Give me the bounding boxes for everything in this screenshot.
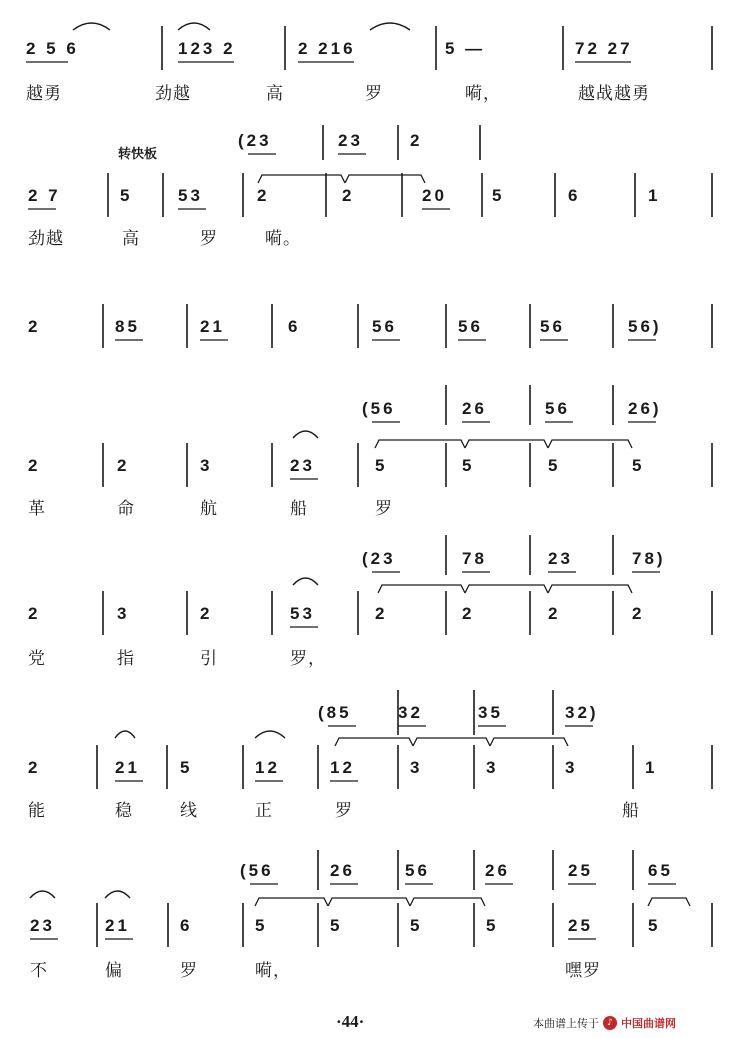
- lyric: 罗: [200, 229, 218, 249]
- lyric: 正: [255, 801, 273, 821]
- note-cell: 2: [548, 604, 561, 623]
- note-cell: 2 5 6: [26, 39, 79, 58]
- upload-note: 本曲谱上传于: [533, 1017, 599, 1030]
- slur-arc: [293, 431, 318, 438]
- note-cell: 5 —: [445, 39, 486, 58]
- lyric: 航: [200, 499, 218, 519]
- accomp-cell: 32: [398, 703, 423, 722]
- tie-bracket: [548, 585, 632, 593]
- accomp-cell: (56: [362, 399, 396, 418]
- tie-bracket: [465, 440, 548, 448]
- note-cell: 56: [540, 317, 565, 336]
- accomp-cell: 2: [410, 131, 423, 150]
- note-cell: 5: [255, 916, 268, 935]
- accomp-cell: 65: [648, 861, 673, 880]
- note-cell: 2: [200, 604, 213, 623]
- note-cell: 2: [462, 604, 475, 623]
- note-cell: 5: [632, 456, 645, 475]
- lyric: 罗，: [290, 649, 326, 669]
- lyric: 越勇: [26, 84, 62, 104]
- slur-arc: [105, 891, 130, 898]
- lyric: 党: [28, 649, 46, 669]
- slur-arc: [255, 731, 285, 738]
- slur-arc: [73, 23, 110, 30]
- note-cell: 25: [568, 916, 593, 935]
- slur-arc: [30, 891, 55, 898]
- note-cell: 2: [28, 456, 41, 475]
- note-cell: 3: [410, 758, 423, 777]
- note-cell: 72 27: [575, 39, 633, 58]
- note-cell: 2: [342, 186, 355, 205]
- accomp-cell: 78): [632, 549, 666, 568]
- note-cell: 1: [645, 758, 658, 777]
- accomp-cell: (56: [240, 861, 274, 880]
- note-cell: 2: [117, 456, 130, 475]
- note-cell: 2: [375, 604, 388, 623]
- accomp-cell: 26: [330, 861, 355, 880]
- slur-arc: [293, 578, 318, 585]
- lyric: 不: [30, 961, 48, 981]
- note-cell: 56): [628, 317, 662, 336]
- brand-name: 中国曲谱网: [621, 1017, 676, 1030]
- tie-bracket: [465, 585, 548, 593]
- note-cell: 12: [255, 758, 280, 777]
- note-cell: 2: [28, 604, 41, 623]
- note-cell: 23: [290, 456, 315, 475]
- note-cell: 6: [288, 317, 301, 336]
- note-cell: 3: [117, 604, 130, 623]
- accomp-cell: 25: [568, 861, 593, 880]
- accomp-cell: 56: [405, 861, 430, 880]
- note-cell: 3: [200, 456, 213, 475]
- lyric: 船: [622, 801, 640, 821]
- accomp-cell: 26: [462, 399, 487, 418]
- note-cell: 5: [486, 916, 499, 935]
- tie-bracket: [648, 898, 690, 906]
- accomp-cell: (85: [318, 703, 352, 722]
- accomp-cell: (23: [362, 549, 396, 568]
- note-cell: 2 216: [298, 39, 356, 58]
- lyric: 高: [266, 84, 284, 104]
- lyric: 偏: [105, 961, 123, 981]
- lyric: 嗬。: [265, 229, 301, 249]
- accomp-cell: 23: [338, 131, 363, 150]
- slur-arc: [115, 731, 135, 738]
- page-number: ·44·: [336, 1012, 365, 1031]
- note-cell: 3: [565, 758, 578, 777]
- note-cell: 20: [422, 186, 447, 205]
- lyric: 劲越: [28, 229, 64, 249]
- note-cell: 21: [105, 916, 130, 935]
- note-cell: 3: [486, 758, 499, 777]
- note-cell: 21: [200, 317, 225, 336]
- lyric: 能: [28, 801, 46, 821]
- lyric: 越战越勇: [578, 84, 650, 104]
- note-cell: 56: [458, 317, 483, 336]
- note-cell: 2: [28, 317, 41, 336]
- lyric: 高: [122, 229, 140, 249]
- note-cell: 5: [120, 186, 133, 205]
- note-cell: 1: [648, 186, 661, 205]
- note-cell: 5: [410, 916, 423, 935]
- note-cell: 85: [115, 317, 140, 336]
- note-cell: 12: [330, 758, 355, 777]
- note-cell: 2: [632, 604, 645, 623]
- lyric: 命: [117, 499, 135, 519]
- lyric: 劲越: [155, 84, 191, 104]
- tempo-marking: 转快板: [118, 147, 158, 162]
- note-cell: 2: [257, 186, 270, 205]
- lyric: 革: [28, 499, 46, 519]
- note-cell: 53: [178, 186, 203, 205]
- note-cell: 5: [548, 456, 561, 475]
- note-cell: 2 7: [28, 186, 61, 205]
- tie-bracket: [345, 175, 425, 183]
- upload-credit[interactable]: [533, 1015, 676, 1031]
- accomp-cell: 56: [545, 399, 570, 418]
- lyric: 罗: [180, 961, 198, 981]
- music-note-icon: ♪: [603, 1016, 617, 1030]
- note-cell: 53: [290, 604, 315, 623]
- slur-arc: [370, 23, 410, 30]
- accomp-cell: (23: [238, 131, 272, 150]
- lyric: 罗: [375, 499, 393, 519]
- note-cell: 5: [492, 186, 505, 205]
- lyric: 罗: [365, 84, 383, 104]
- tie-bracket: [375, 440, 465, 448]
- note-cell: 23: [30, 916, 55, 935]
- note-cell: 5: [330, 916, 343, 935]
- lyric: 稳: [115, 801, 133, 821]
- note-cell: 6: [568, 186, 581, 205]
- note-cell: 5: [648, 916, 661, 935]
- tie-bracket: [335, 738, 413, 746]
- accomp-cell: 35: [478, 703, 503, 722]
- accomp-cell: 23: [548, 549, 573, 568]
- lyric: 嗬，: [465, 84, 501, 104]
- note-cell: 21: [115, 758, 140, 777]
- note-cell: 5: [180, 758, 193, 777]
- tie-bracket: [258, 175, 345, 183]
- note-cell: 6: [180, 916, 193, 935]
- accomp-cell: 26): [628, 399, 662, 418]
- lyric: 罗: [335, 801, 353, 821]
- accomp-cell: 78: [462, 549, 487, 568]
- tie-bracket: [548, 440, 632, 448]
- tie-bracket: [490, 738, 568, 746]
- lyric: 嘿罗: [565, 961, 601, 981]
- tie-bracket: [255, 898, 328, 906]
- lyric: 线: [180, 801, 198, 821]
- note-cell: 5: [462, 456, 475, 475]
- note-cell: 123 2: [178, 39, 236, 58]
- accomp-cell: 32): [565, 703, 599, 722]
- lyric: 船: [290, 499, 308, 519]
- note-cell: 2: [28, 758, 41, 777]
- tie-bracket: [413, 738, 490, 746]
- accomp-cell: 26: [485, 861, 510, 880]
- lyric: 引: [200, 649, 218, 669]
- tie-bracket: [378, 585, 465, 593]
- slur-arc: [178, 23, 210, 30]
- note-cell: 56: [372, 317, 397, 336]
- note-cell: 5: [375, 456, 388, 475]
- lyric: 指: [117, 649, 135, 669]
- lyric: 嗬，: [255, 961, 291, 981]
